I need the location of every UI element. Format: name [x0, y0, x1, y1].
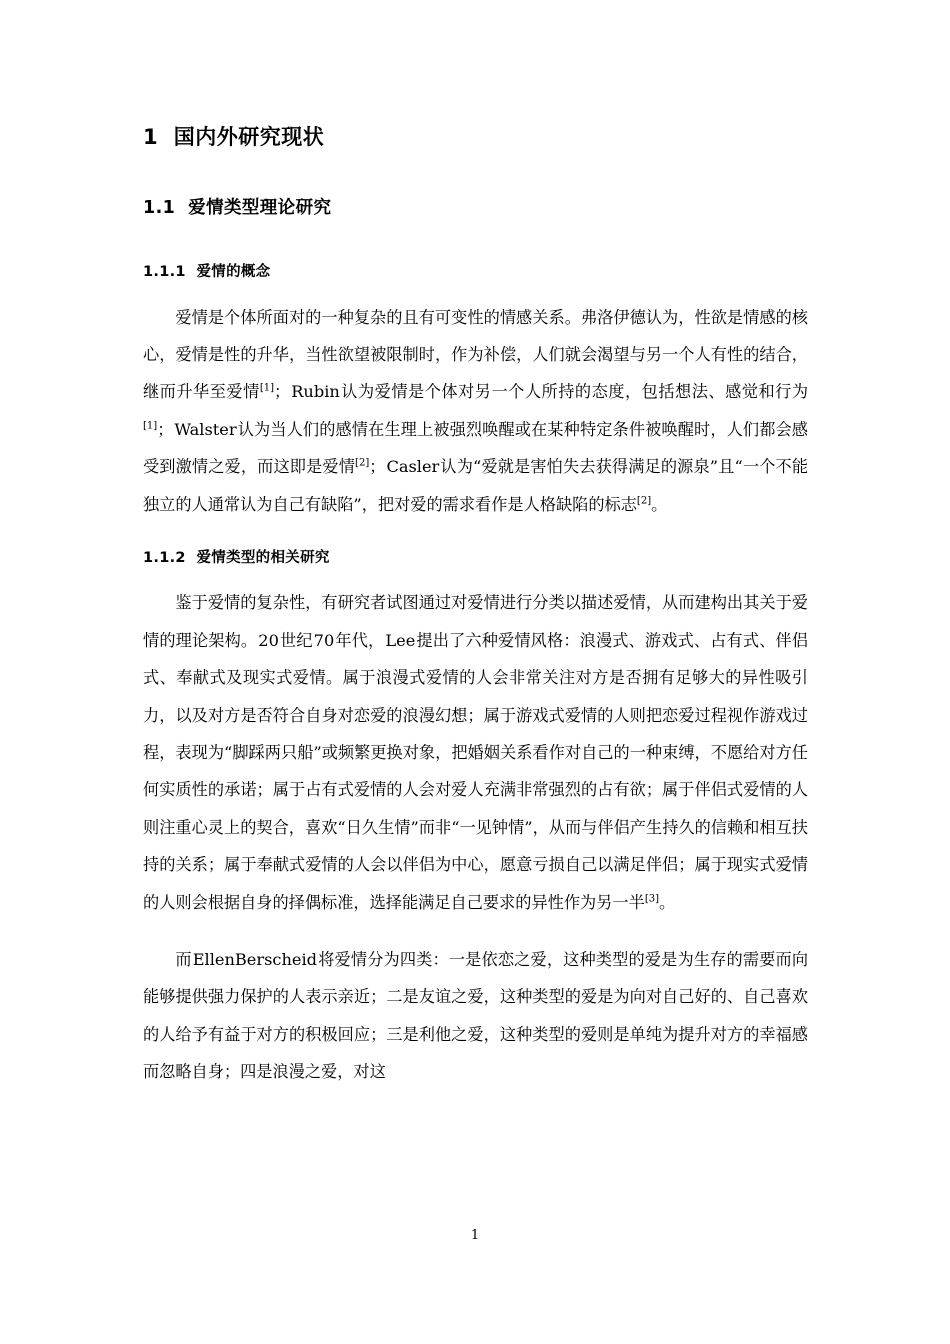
section-heading-1-1-block — [143, 198, 808, 219]
section-heading-1-1-1-block — [143, 264, 808, 281]
page-number: 1 — [470, 1228, 480, 1243]
latin-term: Casler — [386, 457, 440, 477]
page-content — [143, 0, 808, 1091]
latin-term: 70 — [313, 630, 335, 650]
body-paragraph-2: 鉴于爱情的复杂性，有研究者试图通过对爱情进行分类以描述爱情，从而建构出其关于爱情的理论架构。20世纪70年代，Lee提出了六种爱情风格：浪漫式、游戏式、占有式、伴侣式、奉献式及现实式爱情。属于浪漫式爱情的人会非常关注对方是否拥有足够大的异性吸引力，以及对方是否符合自身对恋爱的浪漫幻想；属于游戏式爱情的人则把恋爱过程视作游戏过程，表现为“脚踩两只船”或频繁更换对象，把婚姻关系看作对自己的一种束缚，不愿给对方任何实质性的承诺；属于占有式爱情的人会对爱人充满非常强烈的占有欲；属于伴侣式爱情的人则注重心灵上的契合，喜欢“日久生情”而非“一见钟情”，从而与伴侣产生持久的信赖和相互扶持的关系；属于奉献式爱情的人会以伴侣为中心，愿意亏损自己以满足伴侣；属于现实式爱情的人则会根据自身的择偶标准，选择能满足自己要求的异性作为另一半[3]。 — [143, 593, 809, 912]
citation-reference: [1] — [143, 420, 158, 432]
latin-term: Walster — [174, 419, 237, 439]
page-title: 1 国内外研究现状 — [143, 125, 325, 149]
body-paragraph-3: 而EllenBerscheid将爱情分为四类：一是依恋之爱，这种类型的爱是为生存的需要而向能够提供强力保护的人表示亲近；二是友谊之爱，这种类型的爱是为向对自己好的、自己喜欢的人给予有益于对方的积极回应；三是利他之爱，这种类型的爱则是单纯为提升对方的幸福感而忽略自身；四是浪漫之爱，对这 — [143, 950, 809, 1082]
latin-term: Lee — [385, 630, 416, 650]
citation-reference: [3] — [644, 893, 660, 905]
section-heading-1-block — [143, 125, 808, 150]
citation-reference: [2] — [355, 457, 370, 469]
latin-term: EllenBerscheid — [192, 950, 318, 970]
latin-term: Rubin — [291, 382, 340, 402]
section-heading-1-1-2-block — [143, 550, 808, 567]
latin-term: 20 — [258, 630, 279, 650]
body-paragraph-1: 爱情是个体所面对的一种复杂的且有可变性的情感关系。弗洛伊德认为，性欲是情感的核心，爱情是性的升华，当性欲望被限制时，作为补偿，人们就会渴望与另一个人有性的结合，继而升华至爱情[1]；Rubin认为爱情是个体对另一个人所持的态度，包括想法、感觉和行为[1]；Walster认为当人们的感情在生理上被强烈唤醒或在某种特定条件被唤醒时，人们都会感受到激情之爱，而这即是爱情[2]；Casler认为“爱就是害怕失去获得满足的源泉”且“一个不能独立的人通常认为自己有缺陷”，把对爱的需求看作是人格缺陷的标志[2]。 — [143, 307, 809, 514]
section-heading-1-1: 1.1 爱情类型理论研究 — [143, 198, 332, 219]
citation-reference: [2] — [636, 495, 652, 507]
section-heading-1-1-1: 1.1.1 爱情的概念 — [143, 264, 271, 281]
section-heading-1-1-2: 1.1.2 爱情类型的相关研究 — [143, 550, 330, 567]
citation-reference: [1] — [259, 383, 275, 394]
